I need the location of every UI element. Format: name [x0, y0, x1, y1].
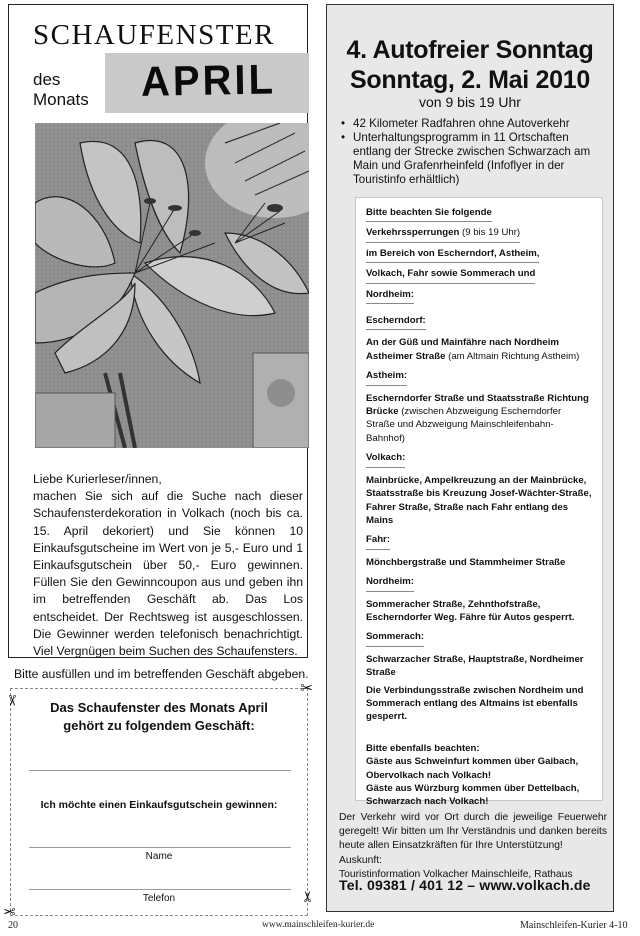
event-date: Sonntag, 2. Mai 2010 [350, 66, 590, 94]
route-wuerzburg: Gäste aus Würzburg kommen über Dettelbach, Schwarzach nach Volkach! [366, 783, 580, 808]
publication-issue: Mainschleifen-Kurier 4-10 [520, 920, 628, 931]
closure-section-volkach [366, 451, 592, 527]
section-body: Escherndorfer Straße und Staatsstraße Richtung Brücke (zwischen Abzweigung Escherndorfer Straße und Abzweigung Mainschleifenbahn-Bahnhof) [366, 392, 589, 444]
event-highlights [339, 117, 607, 187]
event-title [327, 35, 613, 95]
additional-heading: Bitte ebenfalls beachten: [366, 742, 480, 754]
phone-field[interactable] [29, 889, 291, 890]
event-time: von 9 bis 19 Uhr [419, 94, 521, 110]
name-field[interactable] [29, 847, 291, 848]
schaufenster-box [8, 4, 308, 658]
section-heading: Escherndorf: [366, 314, 426, 330]
closure-section-fahr [366, 533, 592, 569]
section-heading: Sommerach: [366, 630, 424, 646]
connection-road-note: Die Verbindungsstraße zwischen Nordheim und Sommerach entlang des Altmains ist ebenfalls gesperrt. [366, 684, 584, 723]
section-body: Schwarzacher Straße, Hauptstraße, Nordheimer Straße [366, 653, 584, 679]
masthead-monats: Monats [33, 90, 89, 109]
notice-intro-line: Volkach, Fahr sowie Sommerach und [366, 267, 535, 283]
highlight-item: • 42 Kilometer Radfahren ohne Autoverkehr [339, 117, 607, 131]
notice-intro-line: Bitte beachten Sie folgende [366, 206, 492, 222]
month-banner [105, 53, 309, 113]
footer-text: Der Verkehr wird vor Ort durch die jeweilige Feuerwehr geregelt! Wir bitten um Ihr Verständnis und danken bereits heute allen Einsatzkräften für Ihre Unterstützung! [339, 812, 607, 852]
info-label: Auskunft: [339, 854, 382, 866]
section-body: Sommeracher Straße, Zehnthofstraße, Escherndorfer Weg. Fähre für Autos gesperrt. [366, 598, 575, 623]
section-body: Mainbrücke, Ampelkreuzung an der Mainbrücke, Staatsstraße bis Kreuzung Josef-Wächter-Straße, Fahrer Straße, Straße nach Fahr entlang des Mains [366, 474, 592, 526]
notice-intro-bold: Verkehrssperrungen [366, 227, 460, 239]
route-schweinfurt: Gäste aus Schweinfurt kommen über Gaibach, Obervolkach nach Volkach! [366, 756, 579, 781]
closure-section-astheim [366, 369, 592, 445]
event-title-line1: 4. Autofreier Sonntag [346, 36, 594, 64]
month-label: APRIL [140, 56, 277, 106]
road-closures-notice [355, 197, 603, 808]
section-body: An der Güß und Mainfähre nach Nordheim Astheimer Straße (am Altmain Richtung Astheim) [366, 337, 580, 362]
scissors-icon: ✂ [2, 694, 20, 707]
scissors-icon: ✂ [300, 680, 313, 697]
section-body: Mönchbergstraße und Stammheimer Straße [366, 556, 566, 568]
intro-text [33, 471, 303, 660]
scissors-icon: ✂ [3, 904, 16, 921]
shop-window-photo [35, 123, 309, 448]
masthead-subtitle [33, 70, 89, 110]
closure-section-escherndorf [366, 314, 592, 363]
closure-section-nordheim [366, 575, 592, 624]
entry-coupon [2, 680, 318, 921]
highlight-item: • Unterhaltungsprogramm in 11 Ortschaften entlang der Strecke zwischen Schwarzach am Main und Grafenrheinfeld (Infoflyer in der Touristinfo erhältlich) [339, 131, 607, 187]
coupon-heading [11, 699, 307, 735]
publication-url[interactable]: www.mainschleifen-kurier.de [262, 920, 375, 930]
section-heading: Astheim: [366, 369, 407, 385]
info-place: Touristinformation Volkacher Mainschleife, Rathaus [339, 868, 573, 880]
intro-greeting: Liebe Kurierleser/innen, [33, 472, 162, 486]
section-heading: Nordheim: [366, 575, 414, 591]
notice-intro [366, 206, 592, 308]
notice-intro-line: Nordheim: [366, 288, 414, 304]
lily-illustration [35, 123, 309, 448]
closure-section-sommerach [366, 630, 592, 679]
shop-name-field[interactable] [29, 770, 291, 771]
traffic-footer [339, 811, 607, 882]
name-label: Name [145, 851, 173, 862]
coupon-heading-line2: gehört zu folgendem Geschäft: [63, 718, 255, 733]
masthead-title: SCHAUFENSTER [33, 19, 275, 51]
section-heading: Fahr: [366, 533, 390, 549]
coupon-instruction: Bitte ausfüllen und im betreffenden Geschäft abgeben. [14, 667, 309, 681]
notice-intro-hours: (9 bis 19 Uhr) [459, 227, 521, 239]
section-heading: Volkach: [366, 451, 405, 467]
intro-body: machen Sie sich auf die Suche nach dieser Schaufensterdekoration in Volkach (noch bis ca. 15. April dekoriert) und Sie können 10 Einkaufsgutscheine im Wert von je 5,- Euro und 1 Einkaufsgutschein über 50,- Euro gewinnen. Füllen Sie den Gewinncoupon aus und geben ihn im betreffenden Geschäft ab. Das Los entscheidet. Der Rechtsweg ist ausgeschlossen. Die Gewinner werden telefonisch benachrichtigt. Viel Vergnügen beim Suchen des Schaufensters. [33, 489, 303, 659]
notice-intro-line: im Bereich von Escherndorf, Astheim, [366, 247, 539, 263]
masthead-des: des [33, 70, 61, 89]
contact-phone-web[interactable]: Tel. 09381 / 401 12 – www.volkach.de [339, 877, 591, 893]
coupon-subheading: Ich möchte einen Einkaufsgutschein gewinnen: [40, 799, 278, 811]
autofreier-sonntag-box [326, 4, 614, 912]
coupon-heading-line1: Das Schaufenster des Monats April [50, 700, 268, 715]
notice-intro-line [366, 226, 520, 242]
phone-label: Telefon [142, 893, 176, 904]
scissors-icon: ✂ [300, 890, 318, 903]
page-number: 20 [8, 920, 18, 931]
additional-notes [366, 742, 592, 809]
